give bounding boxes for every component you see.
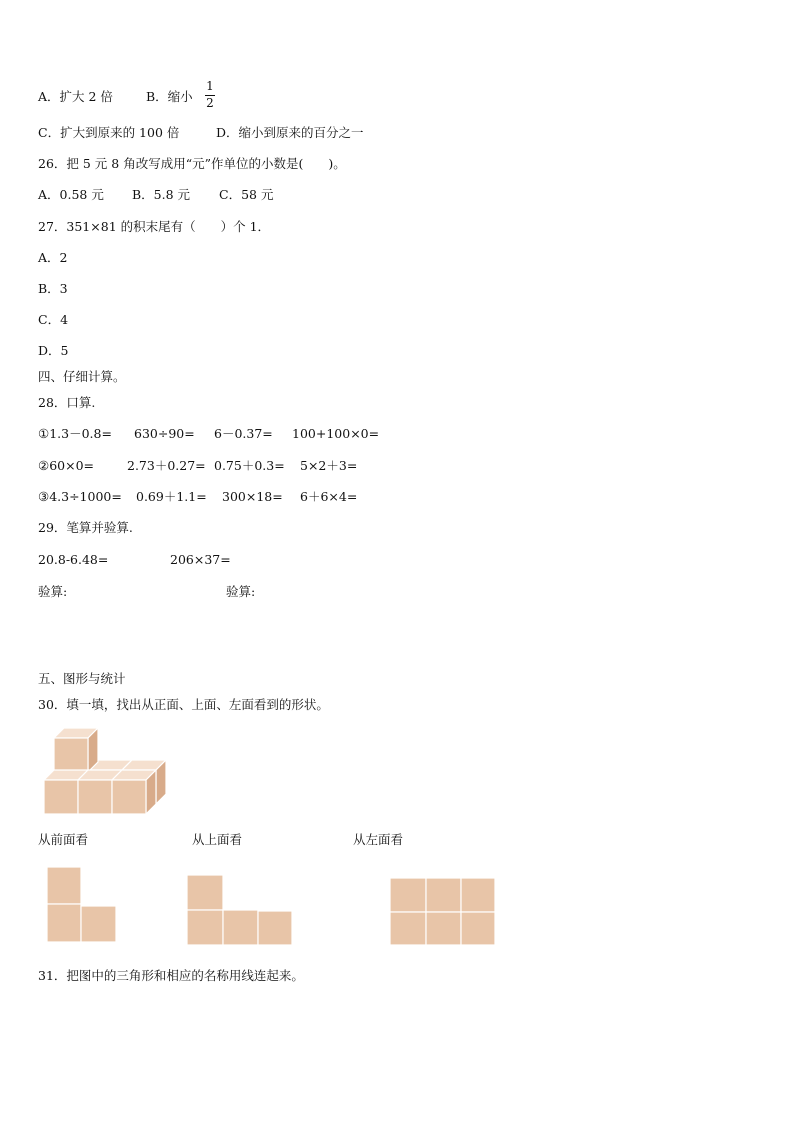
fraction-denominator: 2 xyxy=(206,96,214,110)
q25-option-a[interactable]: A．扩大 2 倍 xyxy=(38,89,113,104)
q26-option-b[interactable]: B．5.8 元 xyxy=(132,187,191,202)
calc-r2-c1: ②60×0= xyxy=(38,458,95,473)
check-label-1: 验算: xyxy=(38,584,68,599)
fraction-numerator: 1 xyxy=(206,79,214,93)
front-row-cubes xyxy=(44,770,156,814)
calc-r2-c3: 0.75＋0.3= xyxy=(214,458,285,473)
section-5-title: 五、图形与统计 xyxy=(38,671,126,686)
cube-stack-figure xyxy=(40,724,172,818)
left-view-shape xyxy=(389,877,497,947)
q30-stem: 30．填一填，找出从正面、上面、左面看到的形状。 xyxy=(38,697,329,712)
calc-r1-c2: 630÷90= xyxy=(134,426,195,441)
q26-option-a[interactable]: A．0.58 元 xyxy=(38,187,104,202)
top-view-shape xyxy=(186,874,294,948)
written-calc-2: 206×37= xyxy=(170,552,231,567)
label-front-view: 从前面看 xyxy=(38,832,89,847)
calc-r1-c3: 6－0.37= xyxy=(214,426,273,441)
calc-r3-c3: 300×18= xyxy=(222,489,283,504)
calc-r3-c4: 6＋6×4= xyxy=(300,489,358,504)
q25-option-d[interactable]: D．缩小到原来的百分之一 xyxy=(216,125,364,140)
q25-option-b[interactable]: B．缩小 xyxy=(146,89,193,104)
q27-option-c[interactable]: C．4 xyxy=(38,312,69,327)
top-cube xyxy=(54,728,98,772)
q27-stem: 27．351×81 的积末尾有（ ）个 1． xyxy=(38,219,271,234)
front-view-shape xyxy=(46,866,118,946)
q28-stem: 28．口算. xyxy=(38,395,96,410)
section-4-title: 四、仔细计算。 xyxy=(38,369,126,384)
q25-option-c[interactable]: C．扩大到原来的 100 倍 xyxy=(38,125,180,140)
calc-r3-c2: 0.69＋1.1= xyxy=(136,489,207,504)
label-top-view: 从上面看 xyxy=(192,832,243,847)
q26-option-c[interactable]: C．58 元 xyxy=(219,187,274,202)
label-left-view: 从左面看 xyxy=(353,832,404,847)
q26-stem: 26．把 5 元 8 角改写成用“元”作单位的小数是( )。 xyxy=(38,156,346,171)
q27-option-b[interactable]: B．3 xyxy=(38,281,68,296)
calc-r2-c2: 2.73＋0.27= xyxy=(127,458,206,473)
calc-r1-c4: 100+100×0= xyxy=(292,426,380,441)
calc-r1-c1: ①1.3－0.8= xyxy=(38,426,112,441)
q29-stem: 29．笔算并验算. xyxy=(38,520,133,535)
calc-r2-c4: 5×2＋3= xyxy=(300,458,358,473)
calc-r3-c1: ③4.3÷1000= xyxy=(38,489,122,504)
q31-stem: 31．把图中的三角形和相应的名称用线连起来。 xyxy=(38,968,304,983)
q27-option-a[interactable]: A．2 xyxy=(38,250,68,265)
q27-option-d[interactable]: D．5 xyxy=(38,343,69,358)
check-label-2: 验算: xyxy=(226,584,256,599)
written-calc-1: 20.8-6.48= xyxy=(38,552,109,567)
